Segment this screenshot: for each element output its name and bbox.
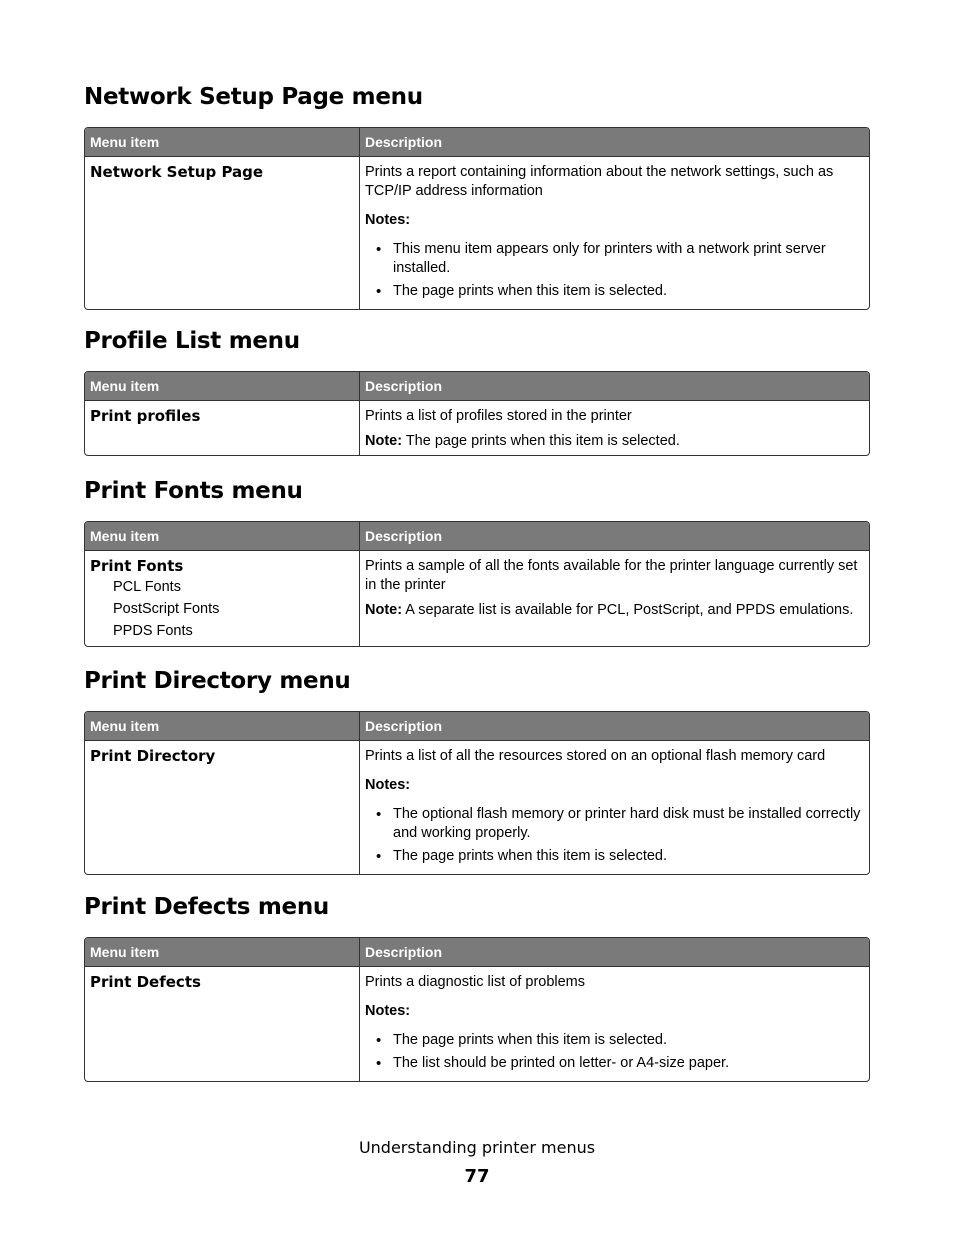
- description-cell: [359, 967, 869, 1081]
- notes-label: Notes:: [365, 1003, 411, 1019]
- section-profile-list: [84, 326, 870, 449]
- section-title: Print Directory menu: [84, 668, 351, 694]
- note-item: • The page prints when this item is selected.: [365, 1031, 865, 1050]
- description-text: Prints a diagnostic list of problems: [365, 974, 586, 990]
- description-text: Prints a report containing information about the network settings, such as TCP/IP address information: [365, 164, 834, 199]
- header-menu-item: Menu item: [85, 128, 359, 157]
- section-print-directory: [84, 666, 870, 864]
- menu-item-cell: [85, 551, 359, 646]
- menu-item-name: Print profiles: [90, 407, 201, 425]
- menu-item-name: Print Directory: [90, 747, 216, 765]
- menu-item-cell: [85, 967, 359, 1081]
- section-title: Network Setup Page menu: [84, 84, 423, 110]
- section-title: Print Fonts menu: [84, 478, 303, 504]
- header-description: Description: [359, 522, 869, 551]
- header-menu-item: Menu item: [85, 522, 359, 551]
- menu-table: [84, 711, 870, 875]
- note-label: Note:: [365, 602, 403, 618]
- notes-label: Notes:: [365, 777, 411, 793]
- header-menu-item: Menu item: [85, 938, 359, 967]
- description-cell: [359, 551, 869, 646]
- header-description: Description: [359, 712, 869, 741]
- notes-list: [365, 1031, 865, 1073]
- notes-label: Notes:: [365, 212, 411, 228]
- section-print-fonts: [84, 476, 870, 639]
- section-title: Profile List menu: [84, 328, 300, 354]
- note-item: • The optional flash memory or printer hard disk must be installed correctly and working properly.: [365, 805, 865, 843]
- section-network-setup-page: [84, 82, 870, 299]
- description-text: Prints a list of all the resources stored on an optional flash memory card: [365, 748, 826, 764]
- menu-item-cell: [85, 401, 359, 455]
- header-description: Description: [359, 128, 869, 157]
- menu-table: [84, 127, 870, 310]
- sub-item-pcl-fonts: PCL Fonts: [113, 579, 181, 595]
- note-text: The page prints when this item is selected.: [402, 433, 680, 449]
- sub-item-postscript-fonts: PostScript Fonts: [113, 601, 220, 617]
- note-line: [365, 601, 865, 620]
- header-description: Description: [359, 372, 869, 401]
- menu-table: [84, 937, 870, 1082]
- menu-item-name: Network Setup Page: [90, 163, 264, 181]
- notes-list: [365, 240, 865, 301]
- note-label: Note:: [365, 433, 403, 449]
- page-number: 77: [464, 1166, 490, 1187]
- note-item: • The list should be printed on letter- or A4-size paper.: [365, 1054, 865, 1073]
- header-menu-item: Menu item: [85, 372, 359, 401]
- section-print-defects: [84, 892, 870, 1071]
- description-text: Prints a sample of all the fonts available for the printer language currently set in the printer: [365, 558, 858, 593]
- footer-chapter-title: Understanding printer menus: [358, 1138, 596, 1157]
- header-description: Description: [359, 938, 869, 967]
- menu-item-cell: [85, 157, 359, 309]
- note-text: A separate list is available for PCL, PostScript, and PPDS emulations.: [402, 602, 854, 618]
- description-cell: [359, 741, 869, 874]
- description-text: Prints a list of profiles stored in the printer: [365, 408, 632, 424]
- menu-item-cell: [85, 741, 359, 874]
- note-line: [365, 432, 865, 451]
- menu-table: [84, 521, 870, 647]
- description-cell: [359, 157, 869, 309]
- note-item: • The page prints when this item is selected.: [365, 847, 865, 866]
- notes-list: [365, 805, 865, 866]
- menu-item-name: Print Defects: [90, 973, 201, 991]
- header-menu-item: Menu item: [85, 712, 359, 741]
- menu-table: [84, 371, 870, 456]
- note-item: • This menu item appears only for printers with a network print server installed.: [365, 240, 865, 278]
- section-title: Print Defects menu: [84, 894, 329, 920]
- description-cell: [359, 401, 869, 455]
- menu-item-name: Print Fonts: [90, 557, 184, 575]
- sub-item-ppds-fonts: PPDS Fonts: [113, 623, 193, 639]
- note-item: • The page prints when this item is selected.: [365, 282, 865, 301]
